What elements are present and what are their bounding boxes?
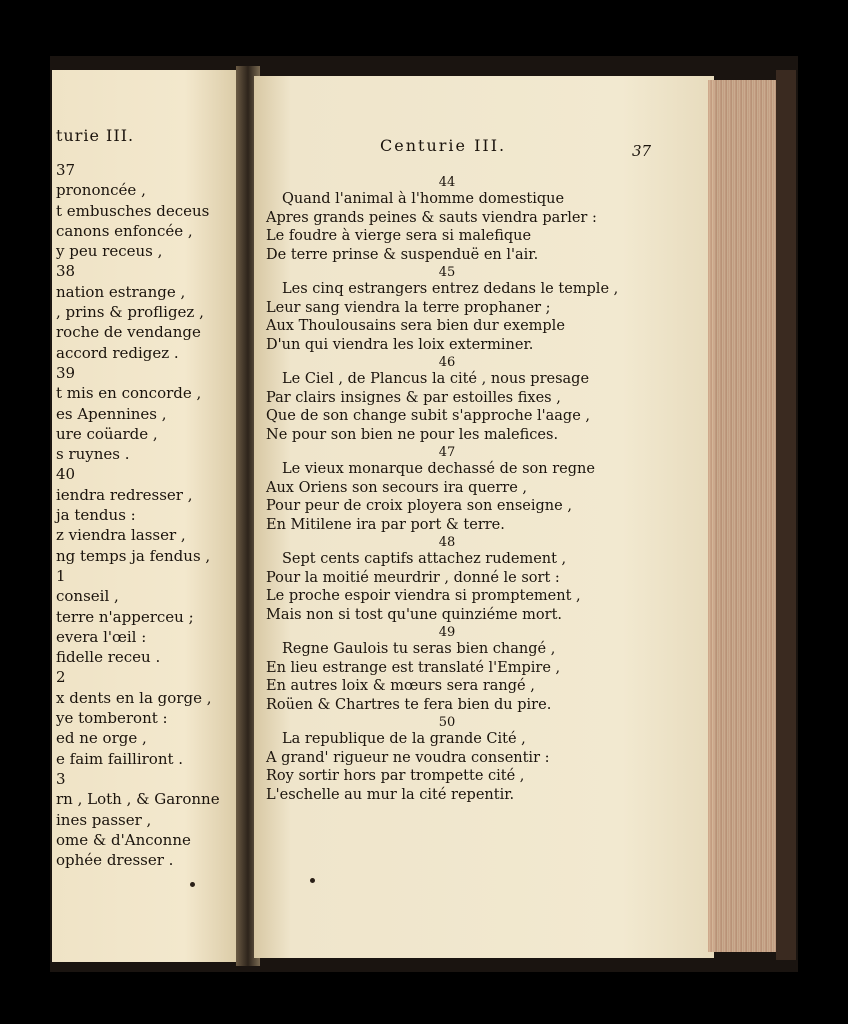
left-text-line: z viendra lasser ,	[56, 526, 186, 545]
verse-line: Roy sortir hors par trompette cité ,	[266, 768, 525, 784]
quatrain	[262, 536, 632, 624]
left-text-line: nation estrange ,	[56, 282, 186, 301]
verse-line: En autres loix & mœurs sera rangé ,	[266, 678, 535, 694]
quatrain	[262, 626, 632, 714]
right-running-head: Centurie III.	[380, 136, 507, 155]
left-text-line: ure coüarde ,	[56, 424, 158, 443]
left-text-line: roche de vendange	[56, 323, 201, 342]
left-page-text	[56, 160, 220, 870]
verse-line: Aux Thoulousains sera bien dur exemple	[266, 318, 565, 334]
left-text-line: ja tendus :	[56, 506, 136, 525]
verse-line: Le Ciel , de Plancus la cité , nous presage	[282, 371, 590, 387]
verse-line: Leur sang viendra la terre prophaner ;	[266, 299, 551, 316]
left-text-line: ines passer ,	[56, 810, 152, 829]
left-text-line: accord redigez .	[56, 343, 179, 362]
verse-line: Aux Oriens son secours ira querre ,	[266, 479, 528, 496]
left-text-line: es Apennines ,	[56, 404, 167, 423]
left-text-line: canons enfoncée ,	[56, 221, 193, 240]
verse-line: Apres grands peines & sauts viendra parler :	[266, 209, 597, 226]
left-text-line: x dents en la gorge ,	[56, 688, 212, 707]
left-text-line: ng temps ja fendus ,	[56, 546, 211, 565]
verse-line: Le proche espoir viendra si promptement ,	[266, 588, 581, 604]
left-text-line: 39	[56, 363, 76, 382]
quatrain	[262, 446, 632, 534]
verse-line: A grand' rigueur ne voudra consentir :	[266, 749, 550, 766]
verse-line: L'eschelle au mur la cité repentir.	[266, 786, 515, 803]
left-text-line: 38	[56, 262, 76, 281]
left-text-line: conseil ,	[56, 587, 119, 606]
left-text-line: t mis en concorde ,	[56, 384, 202, 403]
left-text-line: 1	[56, 566, 66, 585]
verse-line: Pour la moitié meurdrir , donné le sort :	[266, 569, 560, 586]
verse-line: Quand l'animal à l'homme domestique	[282, 191, 565, 207]
verse-line: Pour peur de croix ployera son enseigne ,	[266, 498, 572, 514]
verse-line: Le vieux monarque dechassé de son regne	[282, 461, 595, 477]
left-text-line: s ruynes .	[56, 445, 130, 464]
quatrain-number: 47	[438, 445, 456, 460]
verse-line: Roüen & Chartres te fera bien du pire.	[266, 696, 552, 713]
verse-line: De terre prinse & suspenduë en l'air.	[266, 246, 539, 263]
left-text-line: evera l'œil :	[56, 627, 147, 646]
verse-line: Sept cents captifs attachez rudement ,	[282, 551, 567, 567]
quatrain-number: 50	[438, 715, 456, 730]
left-text-line: ye tomberont :	[56, 709, 168, 728]
page-edges	[708, 80, 786, 952]
left-text-line: ophée dresser .	[56, 851, 174, 870]
paper-speck	[190, 882, 195, 887]
verse-line: Mais non si tost qu'une quinziéme mort.	[266, 606, 563, 623]
verse-line: Le foudre à vierge sera si malefique	[266, 228, 532, 244]
quatrain	[262, 176, 632, 264]
left-text-line: e faim failliront .	[56, 749, 184, 768]
left-text-line: 3	[56, 769, 66, 788]
quatrain-number: 48	[438, 535, 456, 550]
paper-speck	[310, 878, 315, 883]
left-text-line: ome & d'Anconne	[56, 830, 191, 849]
left-text-line: terre n'apperceu ;	[56, 607, 194, 626]
verse-line: Ne pour son bien ne pour les malefices.	[266, 426, 559, 443]
quatrain-number: 44	[438, 175, 456, 190]
left-text-line: 2	[56, 668, 66, 687]
verse-line: Que de son change subit s'approche l'aage ,	[266, 408, 590, 424]
verse-line: En lieu estrange est translaté l'Empire ,	[266, 659, 561, 676]
left-text-line: ed ne orge ,	[56, 729, 147, 748]
quatrain	[262, 716, 632, 804]
quatrain	[262, 356, 632, 444]
page-number: 37	[632, 142, 652, 160]
left-text-line: y peu receus ,	[56, 242, 163, 261]
quatrain-number: 49	[438, 625, 456, 640]
left-text-line: fidelle receu .	[56, 648, 161, 667]
left-running-head: turie III.	[56, 126, 135, 145]
left-text-line: prononcée ,	[56, 181, 146, 200]
book-cover-edge	[776, 70, 796, 960]
left-text-line: 40	[56, 465, 76, 484]
verse-line: Par clairs insignes & par estoilles fixes ,	[266, 389, 561, 406]
left-text-line: 37	[56, 161, 76, 179]
right-page-text	[262, 176, 632, 806]
left-text-line: t embusches deceus	[56, 201, 210, 220]
verse-line: D'un qui viendra les loix exterminer.	[266, 336, 534, 353]
quatrain-number: 46	[438, 355, 456, 370]
left-text-line: rn , Loth , & Garonne	[56, 790, 220, 809]
verse-line: La republique de la grande Cité ,	[282, 731, 526, 747]
left-text-line: iendra redresser ,	[56, 485, 193, 504]
quatrain	[262, 266, 632, 354]
verse-line: En Mitilene ira par port & terre.	[266, 516, 505, 533]
verse-line: Les cinq estrangers entrez dedans le temple ,	[282, 281, 619, 297]
verse-line: Regne Gaulois tu seras bien changé ,	[282, 641, 556, 657]
quatrain-number: 45	[438, 265, 456, 280]
left-text-line: , prins & profligez ,	[56, 303, 204, 322]
